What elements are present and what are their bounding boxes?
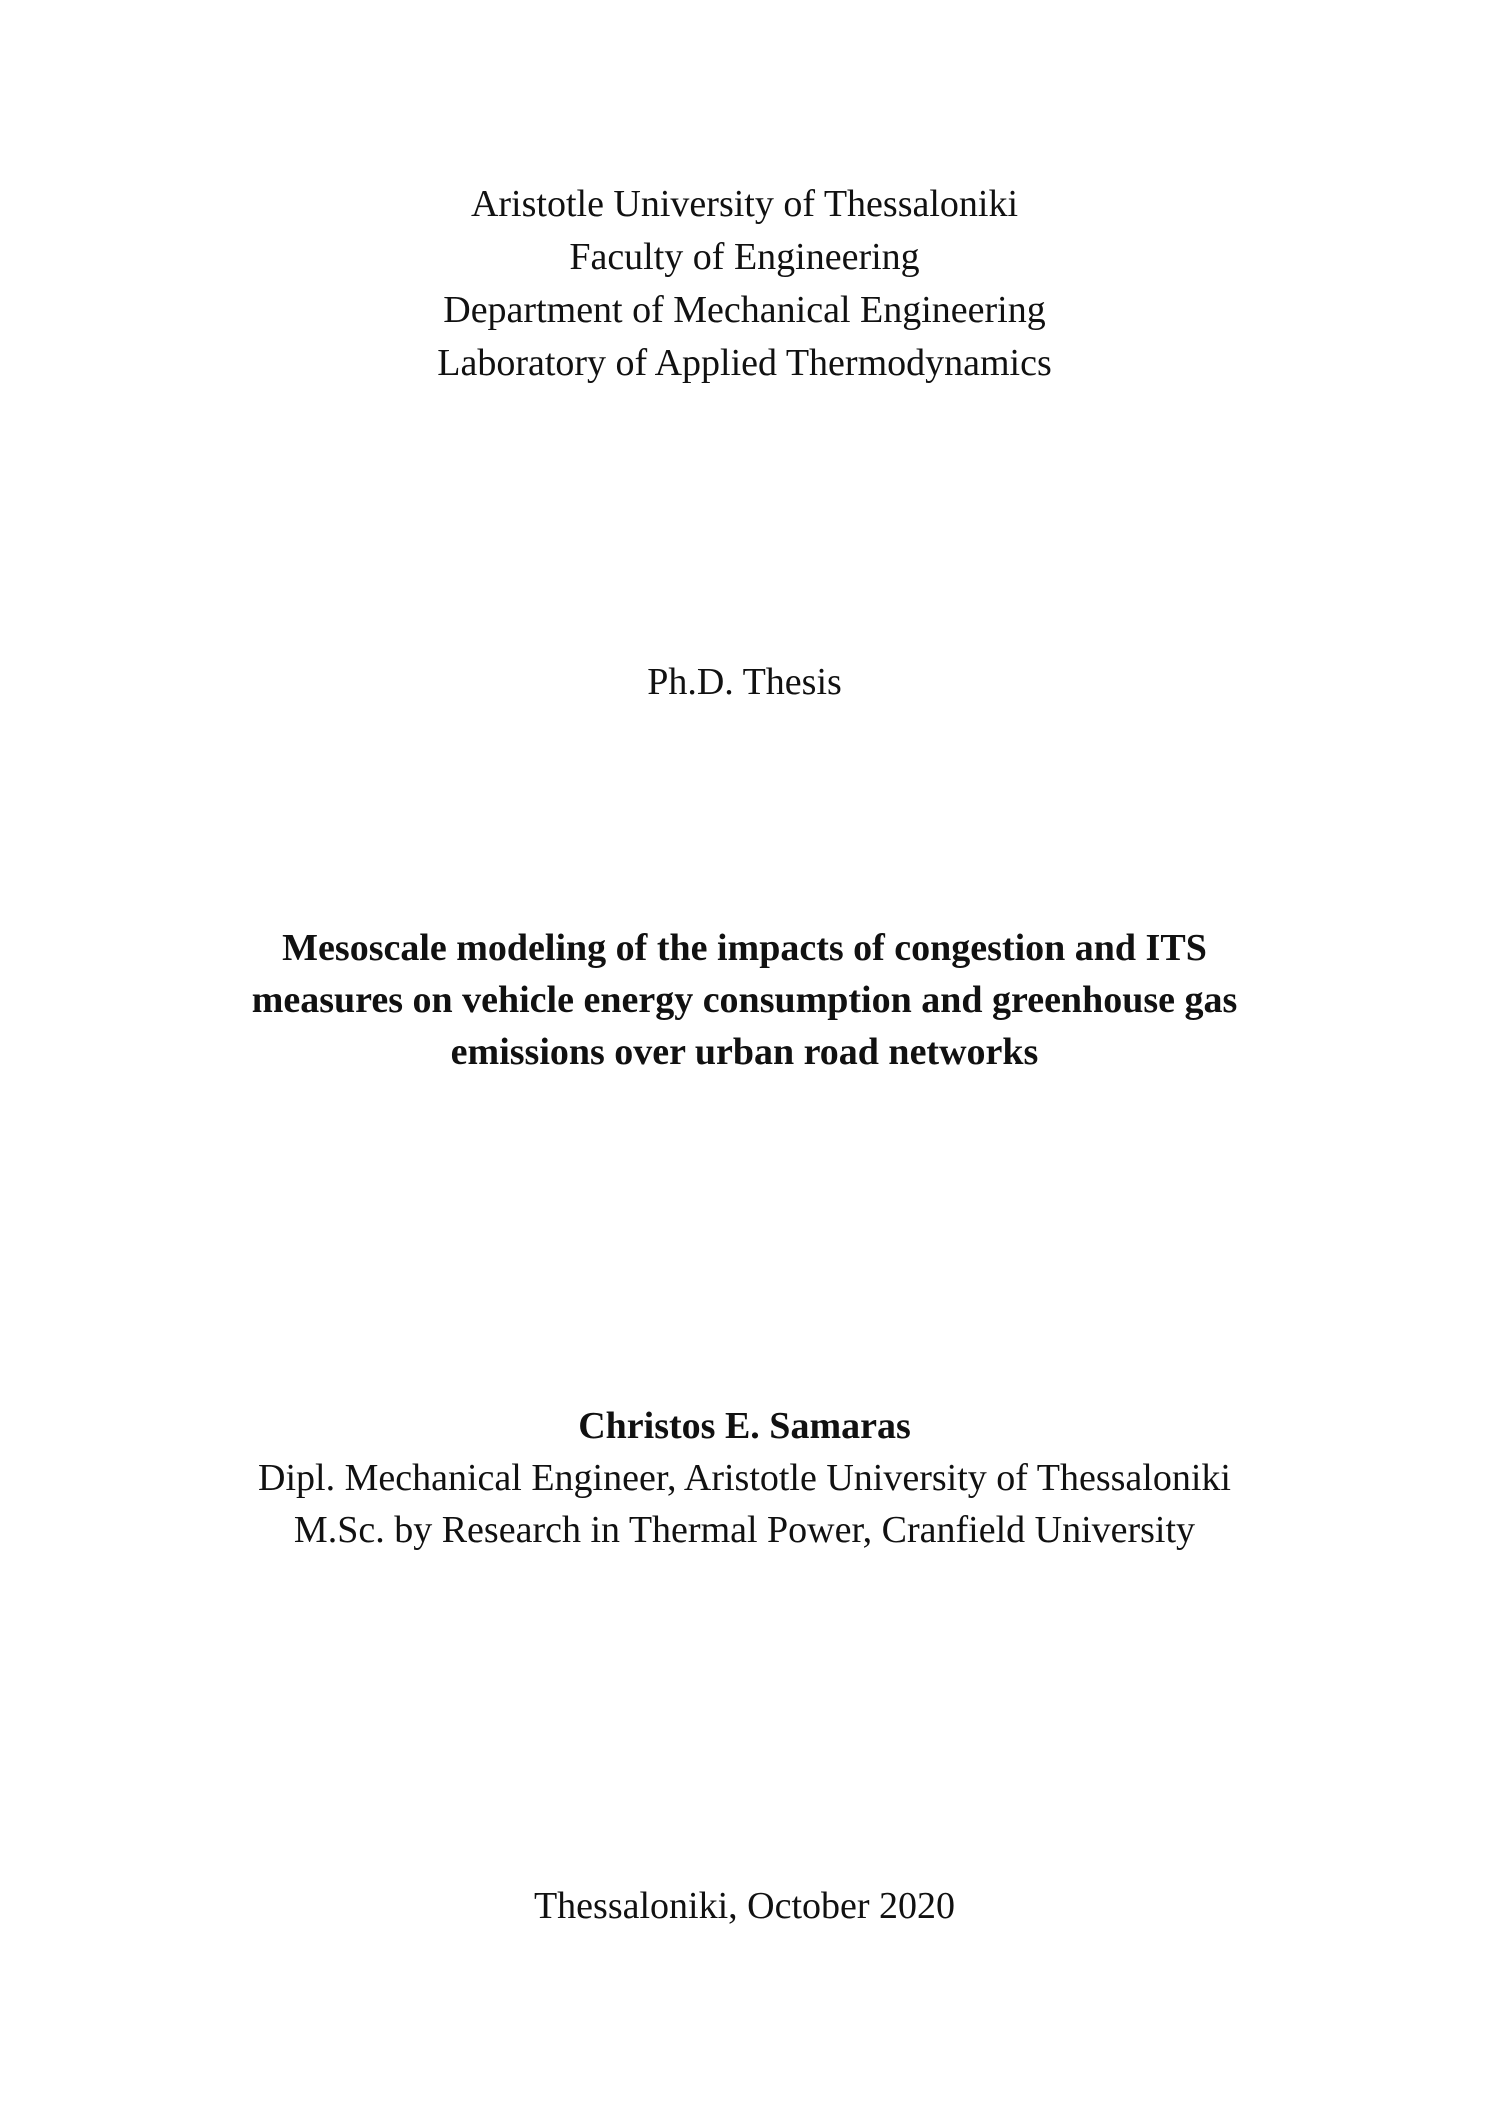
place-date-text: Thessaloniki, October 2020: [533, 1885, 956, 1927]
department-name: Department of Mechanical Engineering: [443, 289, 1046, 331]
title-line-2: measures on vehicle energy consumption and greenhouse gas: [251, 979, 1238, 1021]
author-credential-2: M.Sc. by Research in Thermal Power, Cranfield University: [293, 1509, 1196, 1551]
degree-type: [0, 656, 1489, 709]
institution-block: [0, 178, 1489, 390]
degree-label: Ph.D. Thesis: [647, 661, 842, 703]
laboratory-name: Laboratory of Applied Thermodynamics: [437, 342, 1052, 384]
place-date: [0, 1880, 1489, 1933]
author-name: Christos E. Samaras: [578, 1405, 911, 1447]
author-block: [0, 1400, 1489, 1556]
university-name: Aristotle University of Thessaloniki: [470, 183, 1019, 225]
title-line-3: emissions over urban road networks: [450, 1031, 1039, 1073]
thesis-title: [0, 922, 1489, 1078]
title-line-1: Mesoscale modeling of the impacts of congestion and ITS: [282, 927, 1207, 969]
author-credential-1: Dipl. Mechanical Engineer, Aristotle University of Thessaloniki: [258, 1457, 1231, 1499]
faculty-name: Faculty of Engineering: [569, 236, 920, 278]
